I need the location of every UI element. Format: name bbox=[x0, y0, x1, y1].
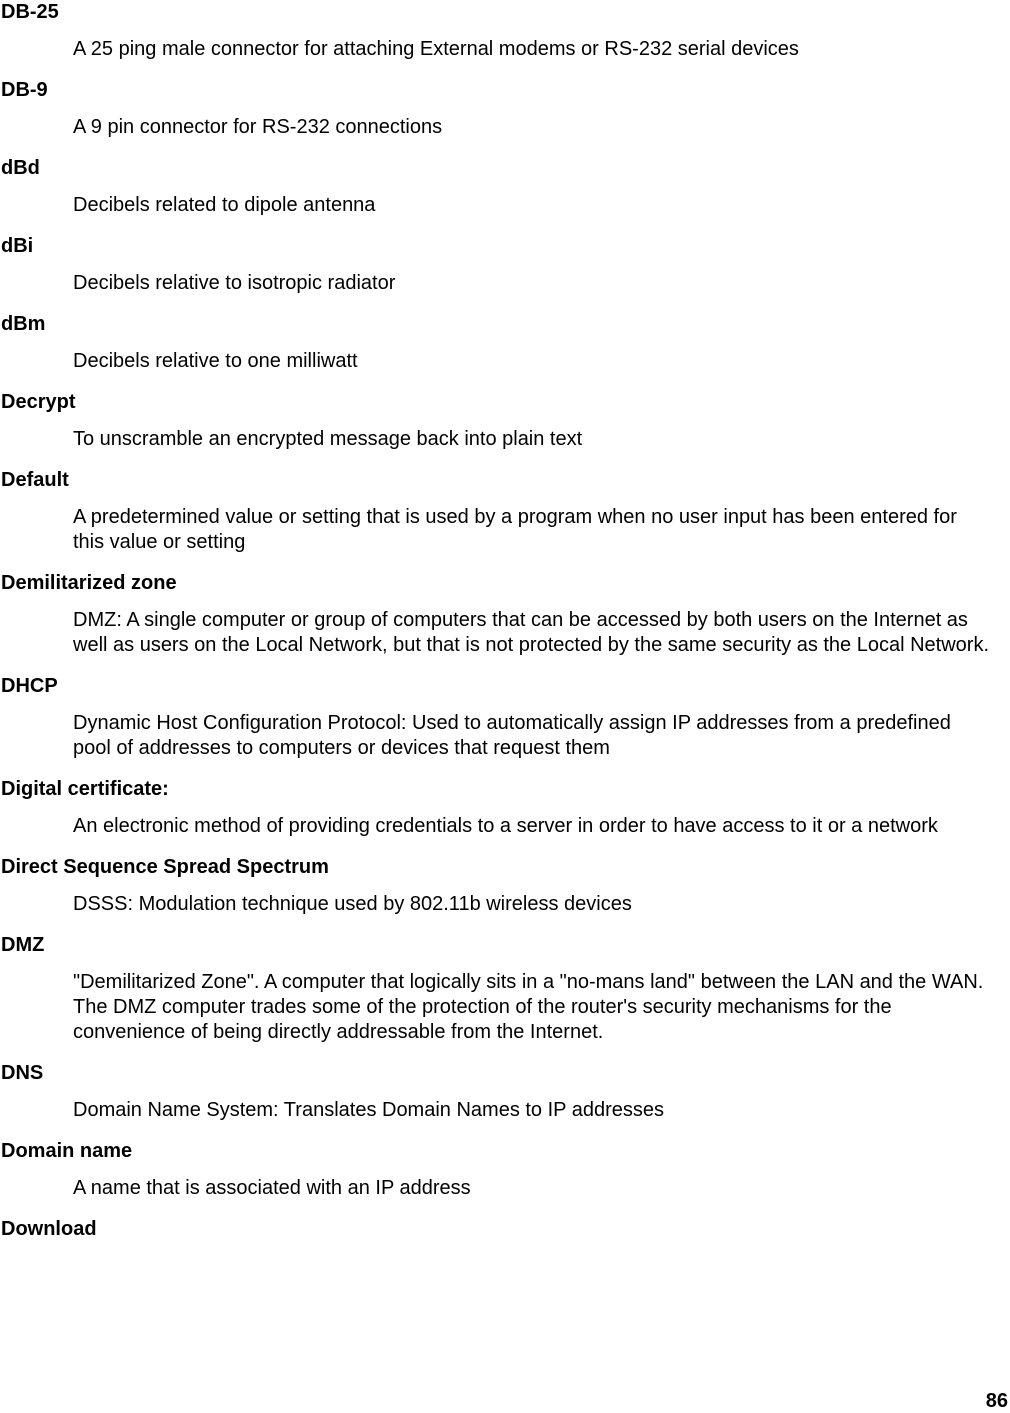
glossary-definition: DSSS: Modulation technique used by 802.11b wireless devices bbox=[73, 893, 632, 915]
page-number: 86 bbox=[985, 1390, 1008, 1412]
glossary-term: Digital certificate: bbox=[1, 778, 169, 800]
glossary-definition: "Demilitarized Zone". A computer that logically sits in a "no-mans land" between the LAN and the WAN. The DMZ computer trades some of the protection of the router's security mechanisms for the convenience of being directly addressable from the Internet. bbox=[73, 971, 984, 1043]
glossary-entry bbox=[0, 855, 1000, 917]
glossary-entry bbox=[0, 1217, 1000, 1241]
glossary-entry bbox=[0, 78, 1000, 140]
glossary-entry bbox=[0, 1061, 1000, 1123]
glossary-term: DMZ bbox=[1, 934, 45, 956]
glossary-definition: Domain Name System: Translates Domain Names to IP addresses bbox=[73, 1099, 664, 1121]
glossary-entry bbox=[0, 0, 1000, 62]
glossary-definition: Dynamic Host Configuration Protocol: Used to automatically assign IP addresses from a predefined pool of addresses to computers or devices that request them bbox=[73, 712, 951, 759]
glossary-term: Direct Sequence Spread Spectrum bbox=[1, 856, 329, 878]
glossary-term: Default bbox=[1, 469, 69, 491]
glossary-entry bbox=[0, 390, 1000, 452]
glossary-definition: A 25 ping male connector for attaching External modems or RS-232 serial devices bbox=[73, 38, 799, 60]
glossary-term: DB-25 bbox=[1, 1, 59, 23]
glossary-term: dBd bbox=[1, 157, 40, 179]
glossary-definition: A 9 pin connector for RS-232 connections bbox=[73, 116, 443, 138]
glossary-entry bbox=[0, 1139, 1000, 1201]
glossary-definition: DMZ: A single computer or group of computers that can be accessed by both users on the Internet as well as users on the Local Network, but that is not protected by the same security as the Local Network. bbox=[73, 609, 990, 656]
glossary-entry bbox=[0, 571, 1000, 658]
glossary-term: Decrypt bbox=[1, 391, 76, 413]
glossary-definition: An electronic method of providing credentials to a server in order to have access to it or a network bbox=[73, 815, 938, 837]
glossary-definition: A predetermined value or setting that is used by a program when no user input has been entered for this value or setting bbox=[73, 506, 957, 553]
glossary-definition: Decibels relative to one milliwatt bbox=[73, 350, 358, 372]
glossary-term: dBm bbox=[1, 313, 46, 335]
glossary-entry bbox=[0, 312, 1000, 374]
glossary-term: Demilitarized zone bbox=[1, 572, 177, 594]
glossary-term: Domain name bbox=[1, 1140, 133, 1162]
glossary-definition: Decibels relative to isotropic radiator bbox=[73, 272, 396, 294]
glossary-entry bbox=[0, 468, 1000, 555]
glossary-term: Download bbox=[1, 1218, 97, 1240]
glossary-entry bbox=[0, 933, 1000, 1045]
glossary-entry bbox=[0, 156, 1000, 218]
glossary-entry bbox=[0, 777, 1000, 839]
glossary-term: DHCP bbox=[1, 675, 58, 697]
glossary-entry bbox=[0, 234, 1000, 296]
glossary-term: DB-9 bbox=[1, 79, 48, 101]
glossary-definition: A name that is associated with an IP address bbox=[73, 1177, 471, 1199]
glossary-entry bbox=[0, 674, 1000, 761]
glossary-definition: To unscramble an encrypted message back into plain text bbox=[73, 428, 583, 450]
glossary-term: DNS bbox=[1, 1062, 44, 1084]
glossary-definition: Decibels related to dipole antenna bbox=[73, 194, 376, 216]
glossary-term: dBi bbox=[1, 235, 34, 257]
